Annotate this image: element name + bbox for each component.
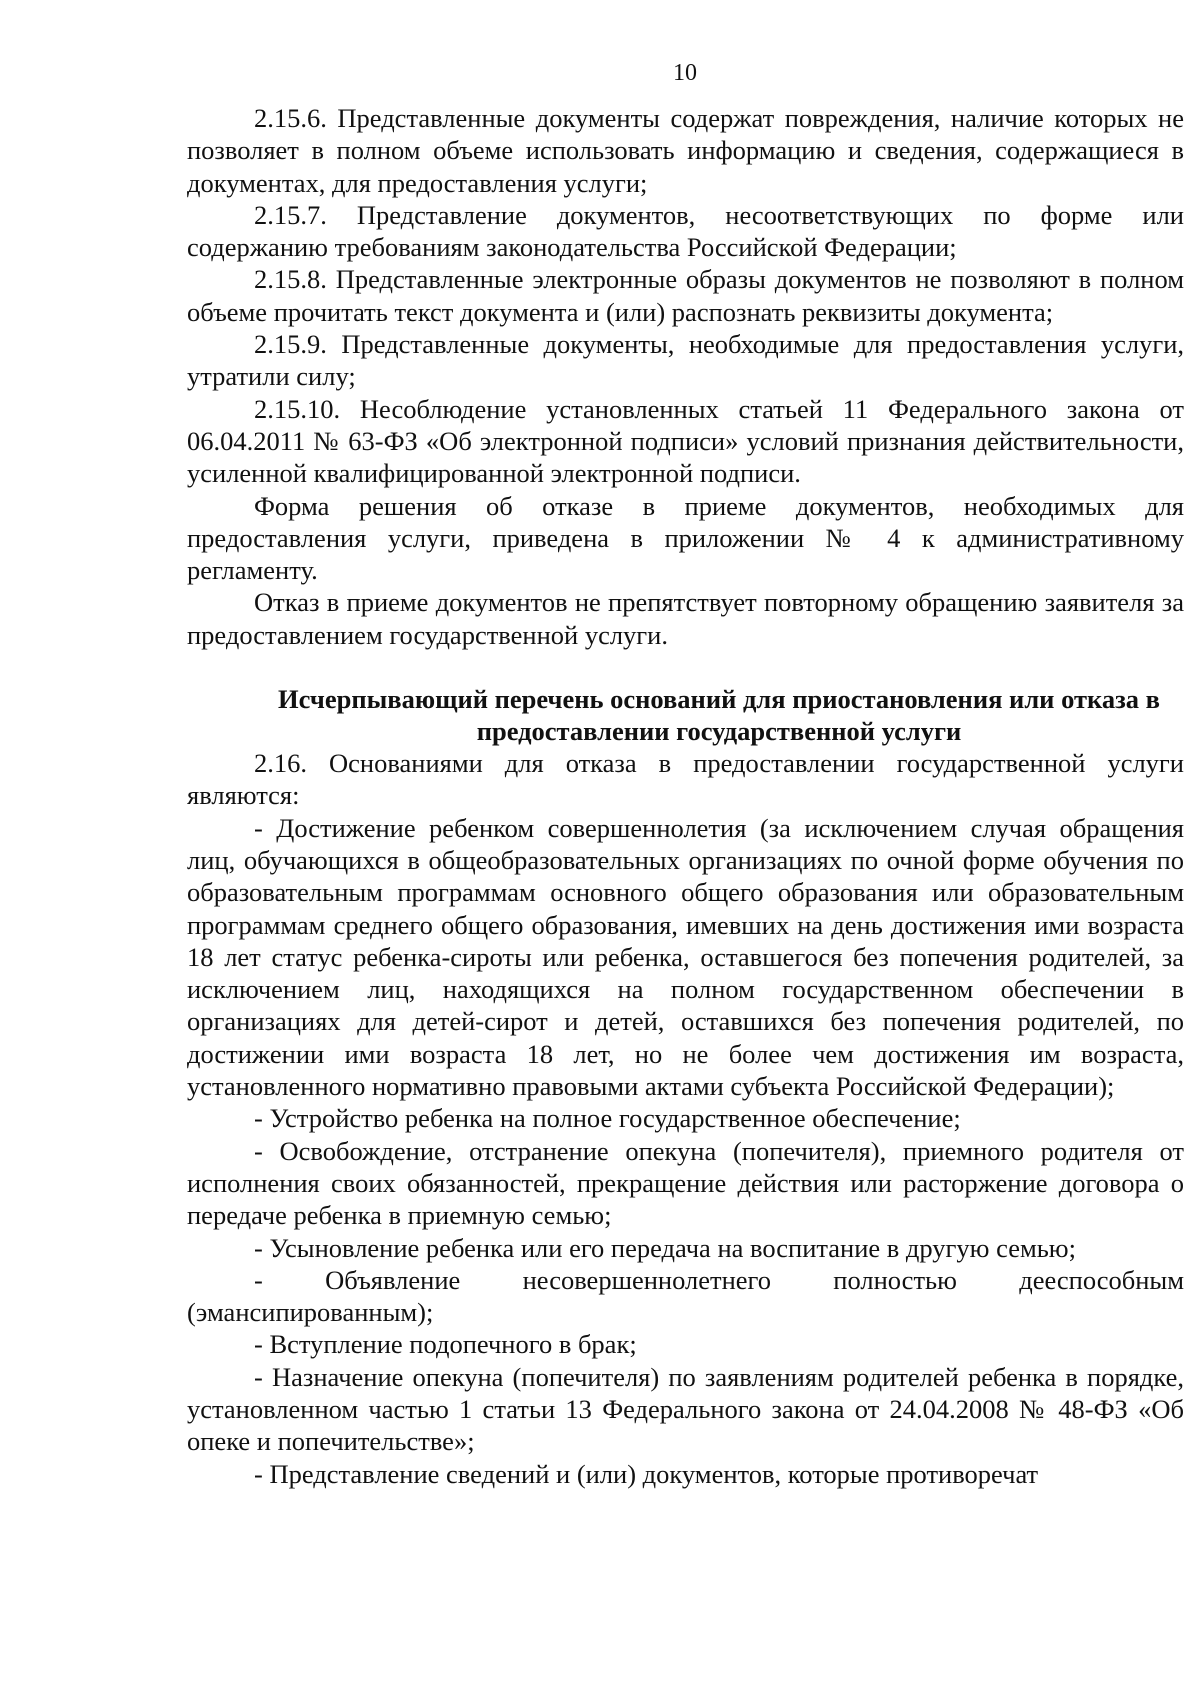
paragraph-refusal-form: Форма решения об отказе в приеме документов, необходимых для предоставления услуги, приведена в приложении № 4 к административному регламенту. bbox=[187, 490, 1184, 586]
list-item-emancipation: - Объявление несовершеннолетнего полностью дееспособным (эмансипированным); bbox=[187, 1264, 1184, 1328]
page-body bbox=[187, 102, 1184, 1490]
paragraph-2-15-7: 2.15.7. Представление документов, несоответствующих по форме или содержанию требованиям законодательства Российской Федерации; bbox=[187, 199, 1184, 263]
paragraph-2-16: 2.16. Основаниями для отказа в предоставлении государственной услуги являются: bbox=[187, 748, 1184, 811]
section-heading: Исчерпывающий перечень оснований для приостановления или отказа в предоставлении государственной услуги bbox=[278, 684, 1160, 747]
page-number: 10 bbox=[673, 60, 697, 86]
list-item-contradicting-docs: - Представление сведений и (или) документов, которые противоречат bbox=[254, 1458, 1039, 1489]
list-item-marriage: - Вступление подопечного в брак; bbox=[254, 1329, 637, 1360]
list-item-guardian-appointment: - Назначение опекуна (попечителя) по заявлениям родителей ребенка в порядке, установленном частью 1 статьи 13 Федерального закона от 24.04.2008 № 48-ФЗ «Об опеке и попечительстве»; bbox=[187, 1361, 1184, 1457]
paragraph-2-15-8: 2.15.8. Представленные электронные образы документов не позволяют в полном объеме прочитать текст документа и (или) распознать реквизиты документа; bbox=[187, 264, 1184, 327]
paragraph-2-15-6: 2.15.6. Представленные документы содержат повреждения, наличие которых не позволяет в полном объеме использовать информацию и сведения, содержащиеся в документах, для предоставления услуги; bbox=[187, 103, 1184, 198]
paragraph-2-15-9: 2.15.9. Представленные документы, необходимые для предоставления услуги, утратили силу; bbox=[187, 329, 1184, 392]
list-item-guardian-release: - Освобождение, отстранение опекуна (попечителя), приемного родителя от исполнения своих обязанностей, прекращение действия или расторжение договора о передаче ребенка в приемную семью; bbox=[187, 1135, 1184, 1231]
paragraph-2-15-10: 2.15.10. Несоблюдение установленных статьей 11 Федерального закона от 06.04.2011 № 63-ФЗ «Об электронной подписи» условий признания действительности, усиленной квалифицированной электронной подписи. bbox=[187, 393, 1184, 489]
list-item-state-support: - Устройство ребенка на полное государственное обеспечение; bbox=[254, 1103, 961, 1134]
section-spacer bbox=[187, 651, 1184, 683]
paragraph-repeat-request: Отказ в приеме документов не препятствует повторному обращению заявителя за предоставлением государственной услуги. bbox=[187, 587, 1184, 650]
list-item-adulthood: - Достижение ребенком совершеннолетия (за исключением случая обращения лиц, обучающихся в общеобразовательных организациях по очной форме обучения по образовательным программам основного общего образования или образовательным программам среднего общего образования, имевших на день достижения ими возраста 18 лет статус ребенка-сироты или ребенка, оставшегося без попечения родителей, за исключением лиц, находящихся на полном государственном обеспечении в организациях для детей-сирот и детей, оставшихся без попечения родителей, по достижении ими возраста 18 лет, но не более чем достижения им возраста, установленного нормативно правовыми актами субъекта Российской Федерации); bbox=[187, 812, 1184, 1102]
list-item-adoption: - Усыновление ребенка или его передача на воспитание в другую семью; bbox=[254, 1232, 1076, 1263]
